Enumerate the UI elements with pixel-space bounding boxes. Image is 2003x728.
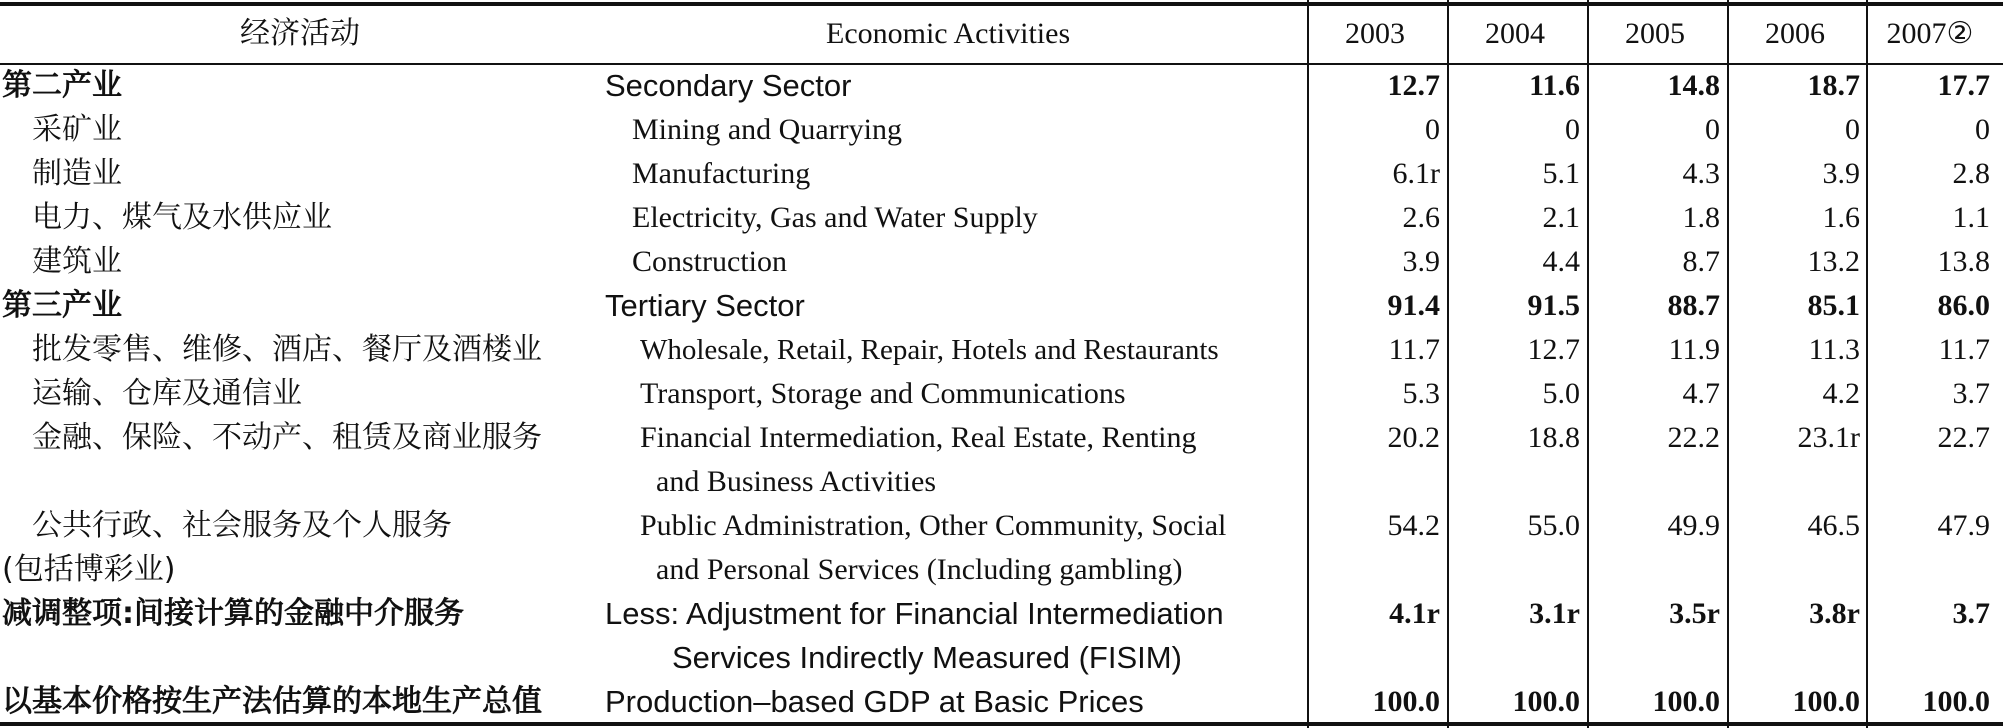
header-year-2006: 2006 bbox=[1765, 17, 1825, 50]
row-label-zh: 电力、煤气及水供应业 bbox=[32, 200, 332, 235]
table-cell: 49.9 bbox=[1667, 509, 1720, 542]
row-label-en: Production–based GDP at Basic Prices bbox=[605, 684, 1144, 719]
table-cell: 3.8r bbox=[1809, 597, 1860, 630]
table-cell: 91.4 bbox=[1387, 289, 1440, 322]
table-cell: 2.6 bbox=[1402, 201, 1440, 234]
row-label-en-continued: and Business Activities bbox=[656, 465, 936, 498]
column-divider bbox=[1727, 0, 1729, 728]
row-label-en: Manufacturing bbox=[632, 157, 811, 190]
table-cell: 12.7 bbox=[1387, 69, 1440, 102]
table-cell: 0 bbox=[1565, 113, 1580, 146]
table-cell: 13.2 bbox=[1807, 245, 1860, 278]
column-divider bbox=[1866, 0, 1868, 728]
table-cell: 100.0 bbox=[1372, 685, 1440, 718]
column-divider bbox=[1307, 0, 1309, 728]
table-cell: 54.2 bbox=[1387, 509, 1440, 542]
table-cell: 46.5 bbox=[1807, 509, 1860, 542]
table-cell: 6.1r bbox=[1392, 157, 1440, 190]
table-cell: 14.8 bbox=[1667, 69, 1720, 102]
table-cell: 3.7 bbox=[1952, 597, 1990, 630]
row-label-en-continued: and Personal Services (Including gambling) bbox=[656, 553, 1183, 586]
table-cell: 12.7 bbox=[1527, 333, 1580, 366]
header-zh: 经济活动 bbox=[240, 16, 360, 51]
table-cell: 0 bbox=[1975, 113, 1990, 146]
table-cell: 86.0 bbox=[1937, 289, 1990, 322]
table-cell: 17.7 bbox=[1937, 69, 1990, 102]
top-rule bbox=[0, 2, 2003, 6]
row-label-en: Electricity, Gas and Water Supply bbox=[632, 201, 1038, 234]
column-divider bbox=[1447, 0, 1449, 728]
table-cell: 47.9 bbox=[1937, 509, 1990, 542]
row-label-zh: 建筑业 bbox=[32, 244, 122, 279]
table-cell: 5.3 bbox=[1402, 377, 1440, 410]
row-label-zh: 批发零售、维修、酒店、餐厅及酒楼业 bbox=[32, 332, 542, 367]
table-cell: 1.8 bbox=[1682, 201, 1720, 234]
row-label-en: Financial Intermediation, Real Estate, Renting bbox=[640, 421, 1197, 454]
table-cell: 4.1r bbox=[1389, 597, 1440, 630]
header-year-2004: 2004 bbox=[1485, 17, 1545, 50]
table-cell: 22.7 bbox=[1937, 421, 1990, 454]
column-divider bbox=[1587, 0, 1589, 728]
row-label-en: Tertiary Sector bbox=[605, 288, 805, 323]
table-cell: 100.0 bbox=[1792, 685, 1860, 718]
row-label-zh: 减调整项:间接计算的金融中介服务 bbox=[2, 596, 464, 631]
row-label-en: Mining and Quarrying bbox=[632, 113, 902, 146]
table-cell: 91.5 bbox=[1527, 289, 1580, 322]
table-cell: 100.0 bbox=[1922, 685, 1990, 718]
table-cell: 20.2 bbox=[1387, 421, 1440, 454]
table-cell: 11.3 bbox=[1808, 333, 1860, 366]
row-label-en: Wholesale, Retail, Repair, Hotels and Restaurants bbox=[640, 334, 1219, 366]
table-cell: 55.0 bbox=[1527, 509, 1580, 542]
row-label-zh: 运输、仓库及通信业 bbox=[32, 376, 302, 411]
row-label-zh: 以基本价格按生产法估算的本地生产总值 bbox=[2, 684, 542, 719]
table-cell: 11.6 bbox=[1529, 69, 1580, 102]
header-year-2003: 2003 bbox=[1345, 17, 1405, 50]
row-label-en-continued: Services Indirectly Measured (FISIM) bbox=[672, 640, 1182, 675]
row-label-zh: 采矿业 bbox=[32, 112, 122, 147]
header-year-2007: 2007② bbox=[1886, 17, 1974, 50]
table-cell: 11.7 bbox=[1938, 333, 1990, 366]
table-cell: 18.7 bbox=[1807, 69, 1860, 102]
table-cell: 13.8 bbox=[1937, 245, 1990, 278]
row-label-zh: 第二产业 bbox=[2, 68, 122, 103]
table-cell: 2.1 bbox=[1542, 201, 1580, 234]
row-label-en: Secondary Sector bbox=[605, 68, 852, 103]
table-cell: 8.7 bbox=[1682, 245, 1720, 278]
table-cell: 11.9 bbox=[1668, 333, 1720, 366]
table-cell: 100.0 bbox=[1652, 685, 1720, 718]
table-cell: 4.4 bbox=[1542, 245, 1580, 278]
table-cell: 100.0 bbox=[1512, 685, 1580, 718]
table-cell: 0 bbox=[1845, 113, 1860, 146]
table-cell: 4.7 bbox=[1682, 377, 1720, 410]
table-cell: 22.2 bbox=[1667, 421, 1720, 454]
table-cell: 0 bbox=[1425, 113, 1440, 146]
row-label-zh: 制造业 bbox=[32, 156, 122, 191]
row-label-zh-continued: (包括博彩业) bbox=[2, 552, 176, 587]
table-cell: 5.0 bbox=[1542, 377, 1580, 410]
table-cell: 85.1 bbox=[1807, 289, 1860, 322]
row-label-en: Public Administration, Other Community, Social bbox=[640, 509, 1227, 542]
table-cell: 18.8 bbox=[1527, 421, 1580, 454]
row-label-zh: 公共行政、社会服务及个人服务 bbox=[32, 508, 452, 543]
table-cell: 88.7 bbox=[1667, 289, 1720, 322]
row-label-zh: 金融、保险、不动产、租赁及商业服务 bbox=[32, 420, 542, 455]
row-label-en: Construction bbox=[632, 245, 787, 278]
table-cell: 23.1r bbox=[1797, 421, 1860, 454]
table-cell: 4.2 bbox=[1822, 377, 1860, 410]
table-cell: 1.6 bbox=[1822, 201, 1860, 234]
table-cell: 2.8 bbox=[1952, 157, 1990, 190]
table-cell: 1.1 bbox=[1952, 201, 1990, 234]
table-cell: 3.7 bbox=[1952, 377, 1990, 410]
row-label-en: Less: Adjustment for Financial Intermediation bbox=[605, 596, 1224, 631]
table-cell: 3.1r bbox=[1529, 597, 1580, 630]
header-year-2005: 2005 bbox=[1625, 17, 1685, 50]
table-cell: 3.5r bbox=[1669, 597, 1720, 630]
row-label-en: Transport, Storage and Communications bbox=[640, 377, 1126, 410]
table-cell: 3.9 bbox=[1822, 157, 1860, 190]
table-cell: 4.3 bbox=[1682, 157, 1720, 190]
table-cell: 0 bbox=[1705, 113, 1720, 146]
table-cell: 3.9 bbox=[1402, 245, 1440, 278]
header-en: Economic Activities bbox=[826, 17, 1071, 50]
row-label-zh: 第三产业 bbox=[2, 288, 122, 323]
table-cell: 11.7 bbox=[1388, 333, 1440, 366]
table-cell: 5.1 bbox=[1542, 157, 1580, 190]
